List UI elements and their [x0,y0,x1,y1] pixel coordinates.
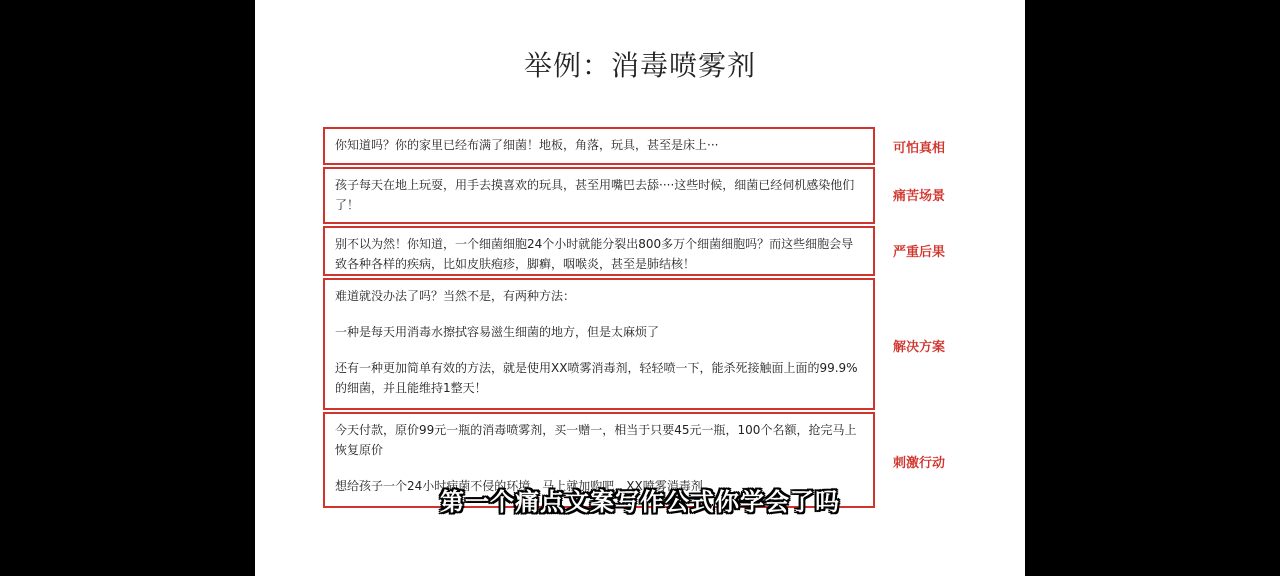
section-label-scene: 痛苦场景 [893,189,946,204]
section-box-truth [323,127,875,165]
section-box-scene [323,167,875,224]
section-text: 孩子每天在地上玩耍，用手去摸喜欢的玩具，甚至用嘴巴去舔····这些时候，细菌已经伺机感染他们了！ [335,178,855,212]
section-label-solution: 解决方案 [893,340,946,355]
section-text: 还有一种更加简单有效的方法，就是使用XX喷雾消毒剂，轻轻喷一下，能杀死接触面上面的99.9%的细菌，并且能维持1整天！ [335,361,858,395]
section-label-truth: 可怕真相 [893,141,946,156]
section-text: 别不以为然！你知道，一个细菌细胞24个小时就能分裂出800多万个细菌细胞吗？而这些细胞会导致各种各样的疾病，比如皮肤疱疹，脚癣，咽喉炎，甚至是肺结核！ [335,237,854,271]
section-text: 你知道吗？你的家里已经布满了细菌！地板，角落，玩具，甚至是床上··· [335,138,719,152]
section-label-consequence: 严重后果 [893,245,946,260]
section-label-action: 刺激行动 [893,456,946,471]
section-text: 想给孩子一个24小时病菌不侵的环境，马上就加购吧，XX喷雾消毒剂 [335,479,703,493]
section-text: 今天付款，原价99元一瓶的消毒喷雾剂，买一赠一，相当于只要45元一瓶，100个名额，抢完马上恢复原价 [335,423,857,457]
section-box-consequence [323,226,875,276]
section-box-solution [323,278,875,410]
section-text: 难道就没办法了吗？当然不是，有两种方法： [335,289,576,303]
slide-title: 举例：消毒喷雾剂 [523,49,756,82]
video-caption: 第一个痛点文案写作公式你学会了吗 [440,488,840,516]
section-text: 一种是每天用消毒水擦拭容易滋生细菌的地方，但是太麻烦了 [335,325,660,339]
